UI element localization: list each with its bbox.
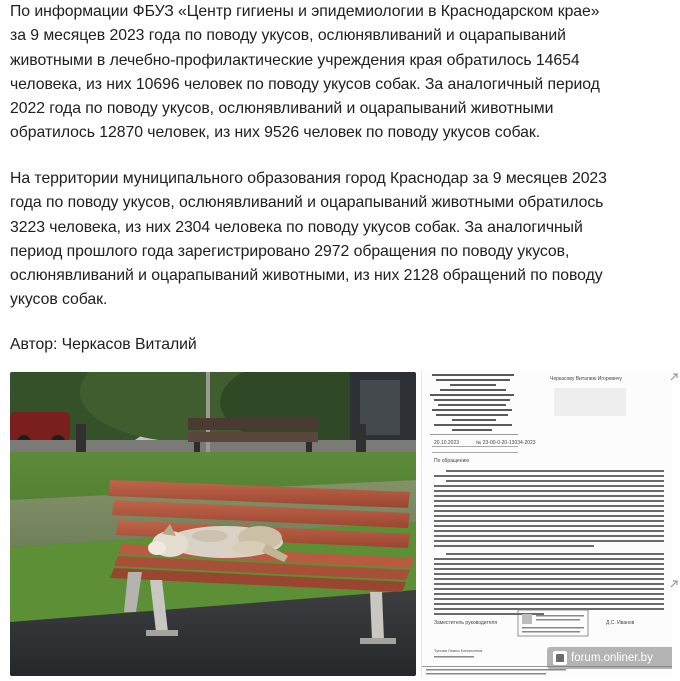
letter-number: № 23-00-0-20-13034-2023 bbox=[476, 440, 536, 446]
letter-signer-role: Заместитель руководителя bbox=[434, 620, 498, 626]
paragraph-line: На территории муниципального образования город Краснодар за 9 месяцев 2023 bbox=[10, 170, 607, 187]
article-paragraph-2 bbox=[10, 167, 660, 313]
watermark-text: forum.onliner.by bbox=[571, 652, 653, 664]
article-author: Автор: Черкасов Виталий bbox=[10, 336, 197, 353]
paragraph-line: животными в лечебно-профилактические учреждения края обратилось 14654 bbox=[10, 51, 580, 69]
paragraph-line: укусов собак. bbox=[10, 291, 108, 309]
paragraph-line: 3223 человека, из них 2304 человека по поводу укусов собак. За аналогичный bbox=[10, 218, 583, 236]
paragraph-line: ослюнявливаний и оцарапываний животными, из них 2128 обращений по поводу bbox=[10, 267, 603, 285]
article-paragraph-1 bbox=[10, 0, 660, 146]
paragraph-line: обратилось 12870 человек, из них 9526 человек по поводу укусов собак. bbox=[10, 124, 541, 142]
paragraph-line: 2022 года по поводу укусов, ослюнявливаний и оцарапываний животными bbox=[10, 100, 554, 118]
official-letter-scan[interactable] bbox=[421, 370, 674, 678]
forum-logo-icon bbox=[553, 651, 567, 665]
forum-watermark bbox=[547, 647, 680, 669]
letter-subject: По обращению bbox=[434, 458, 470, 464]
paragraph-line: человека, из них 10696 человек по поводу укусов собак. За аналогичный период bbox=[10, 75, 600, 93]
letter-addressee: Черкасову Виталию Игоревичу bbox=[550, 376, 622, 382]
paragraph-line: года по поводу укусов, ослюнявливаний и оцарапываний животными обратилось bbox=[10, 194, 604, 212]
paragraph-line: По информации ФБУЗ «Центр гигиены и эпидемиологии в Краснодарском крае» bbox=[10, 3, 600, 20]
expand-arrow-icon[interactable] bbox=[669, 372, 679, 382]
letter-date: 20.10.2023 bbox=[434, 440, 460, 446]
letter-executor: Тупова Лиана Евгеньевна bbox=[434, 648, 483, 653]
letter-signer-name: Д.С. Иванов bbox=[606, 620, 635, 626]
dog-on-bench-photo[interactable] bbox=[10, 372, 416, 676]
paragraph-line: период прошлого года зарегистрировано 2972 обращения по поводу укусов, bbox=[10, 242, 570, 260]
paragraph-line: за 9 месяцев 2023 года по поводу укусов, ослюнявливаний и оцарапываний bbox=[10, 27, 566, 45]
expand-arrow-icon[interactable] bbox=[669, 579, 679, 589]
